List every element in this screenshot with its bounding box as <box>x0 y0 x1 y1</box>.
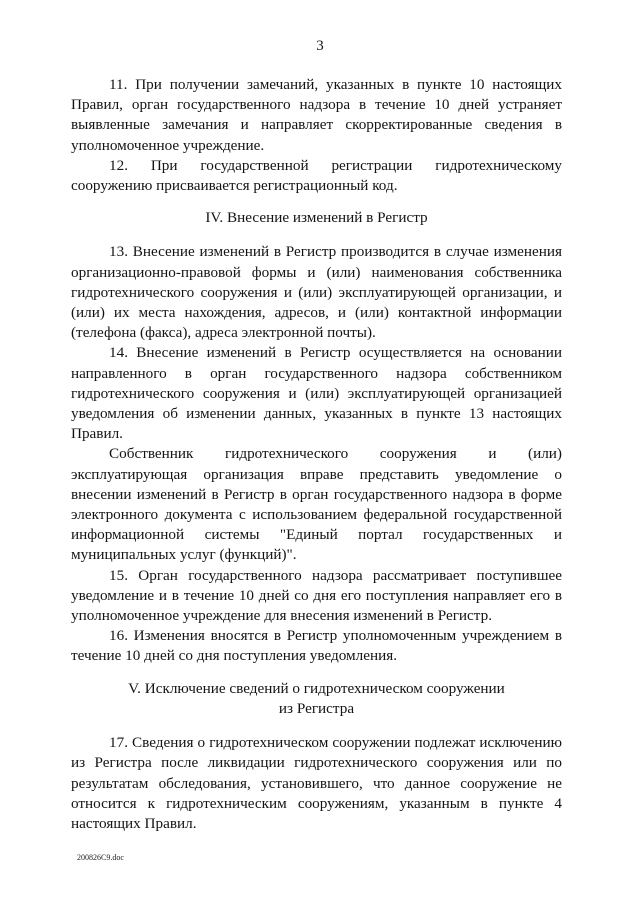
paragraph-14: 14. Внесение изменений в Регистр осуществляется на основании направленного в орган государственного надзора собственником гидротехнического сооружения и (или) эксплуатирующей организацией уведомления об изменении данных, указанных в пункте 13 настоящих Правил. <box>71 344 562 443</box>
section-5-heading-line-1: V. Исключение сведений о гидротехническом сооружении <box>128 679 505 697</box>
footer-file-code: 200826C9.doc <box>77 853 124 862</box>
paragraph-12: 12. При государственной регистрации гидротехническому сооружению присваивается регистрационный код. <box>71 156 562 195</box>
section-4-heading: IV. Внесение изменений в Регистр <box>205 209 428 227</box>
section-5-heading-line-2: из Регистра <box>278 699 355 717</box>
page-number: 3 <box>316 38 324 54</box>
section-5-heading <box>71 679 562 719</box>
spacer <box>71 228 562 242</box>
paragraph-15: 15. Орган государственного надзора рассматривает поступившее уведомление и в течение 10 дней со дня его поступления направляет его в уполномоченное учреждение для внесения изменений в Регистр. <box>71 566 562 625</box>
paragraph-13: 13. Внесение изменений в Регистр производится в случае изменения организационно-правовой формы и (или) наименования собственника гидротехнического сооружения и (или) эксплуатирующей организации, и (или) их места нахождения, адресов, и (или) контактной информации (телефона (факса), адреса электронной почты). <box>71 243 562 342</box>
paragraph-11: 11. При получении замечаний, указанных в пункте 10 настоящих Правил, орган государственного надзора в течение 10 дней устраняет выявленные замечания и направляет скорректированные сведения в уполномоченное учреждение. <box>71 76 562 154</box>
spacer <box>71 719 562 733</box>
spacer <box>71 667 562 679</box>
paragraph-17: 17. Сведения о гидротехническом сооружении подлежат исключению из Регистра после ликвидации гидротехнического сооружения или по результатам обследования, установившего, что данное сооружение не относится к гидротехническим сооружениям, указанным в пункте 4 настоящих Правил. <box>71 734 562 832</box>
paragraph-14-owner: Собственник гидротехнического сооружения и (или) эксплуатирующая организация вправе представить уведомление о внесении изменений в Регистр в орган государственного надзора в форме электронного документа с использованием федеральной государственной информационной системы "Единый портал государственных и муниципальных услуг (функций)". <box>71 445 562 564</box>
document-body <box>71 75 562 834</box>
paragraph-16: 16. Изменения вносятся в Регистр уполномоченным учреждением в течение 10 дней со дня поступления уведомления. <box>71 627 562 665</box>
spacer <box>71 196 562 208</box>
